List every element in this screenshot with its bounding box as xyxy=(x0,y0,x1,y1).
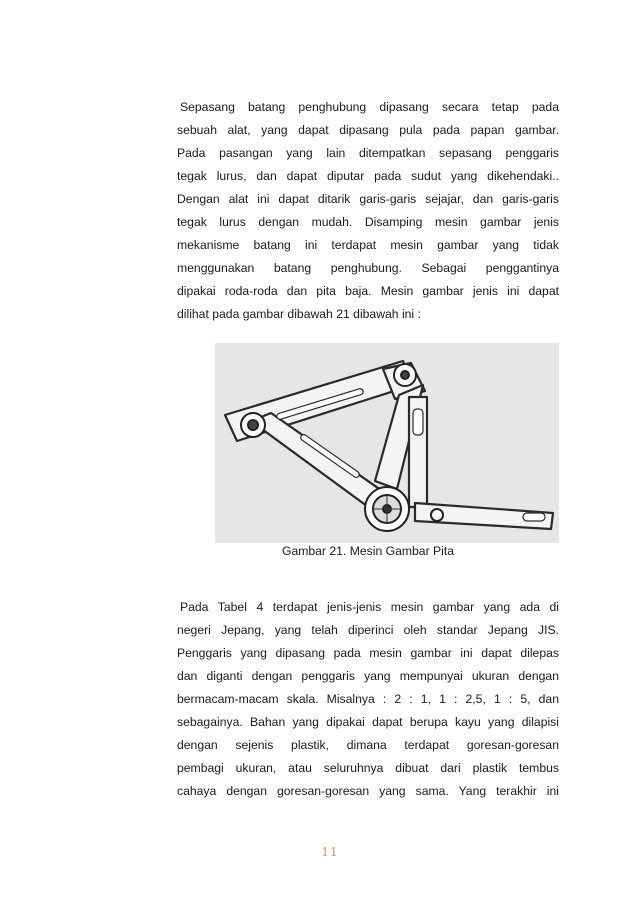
text-line: tegak lurus dengan mudah. Disamping mesin gambar jenis xyxy=(177,215,559,229)
text-line: Sepasang batang penghubung dipasang secara tetap pada xyxy=(180,100,559,114)
drafting-machine-figure xyxy=(215,343,559,543)
text-line: negeri Jepang, yang telah diperinci oleh standar Jepang JIS. xyxy=(177,623,559,637)
text-line: mekanisme batang ini terdapat mesin gambar yang tidak xyxy=(177,238,559,252)
text-line: cahaya dengan goresan-goresan yang sama. Yang terakhir ini xyxy=(177,784,559,798)
paragraph-1 xyxy=(177,96,559,326)
text-line: Pada Tabel 4 terdapat jenis-jenis mesin gambar yang ada di xyxy=(180,600,559,614)
text-line: pembagi ukuran, atau seluruhnya dibuat dari plastik tembus xyxy=(177,761,559,775)
page-number: 11 xyxy=(321,845,339,859)
text-line: Dengan alat ini dapat ditarik garis-garis sejajar, dan garis-garis xyxy=(177,192,559,206)
text-line: dilihat pada gambar dibawah 21 dibawah ini : xyxy=(177,307,421,321)
text-line: dan diganti dengan penggaris yang mempunyai ukuran dengan xyxy=(177,669,559,683)
text-line: sebagainya. Bahan yang dipakai dapat berupa kayu yang dilapisi xyxy=(177,715,559,729)
paragraph-2 xyxy=(177,596,559,803)
text-line: Penggaris yang dipasang pada mesin gambar ini dapat dilepas xyxy=(177,646,559,660)
figure-caption: Gambar 21. Mesin Gambar Pita xyxy=(281,544,455,558)
text-line: sebuah alat, yang dapat dipasang pula pada papan gambar. xyxy=(177,123,559,137)
text-line: Pada pasangan yang lain ditempatkan sepasang penggaris xyxy=(177,146,559,160)
text-line: bermacam-macam skala. Misalnya : 2 : 1, 1 : 2,5, 1 : 5, dan xyxy=(177,692,559,706)
text-line: dipakai roda-roda dan pita baja. Mesin gambar jenis ini dapat xyxy=(177,284,559,298)
drafting-machine-illustration xyxy=(215,343,559,543)
text-line: tegak lurus, dan dapat diputar pada sudut yang dikehendaki.. xyxy=(177,169,559,183)
text-line: dengan sejenis plastik, dimana terdapat goresan-goresan xyxy=(177,738,559,752)
text-line: menggunakan batang penghubung. Sebagai penggantinya xyxy=(177,261,559,275)
